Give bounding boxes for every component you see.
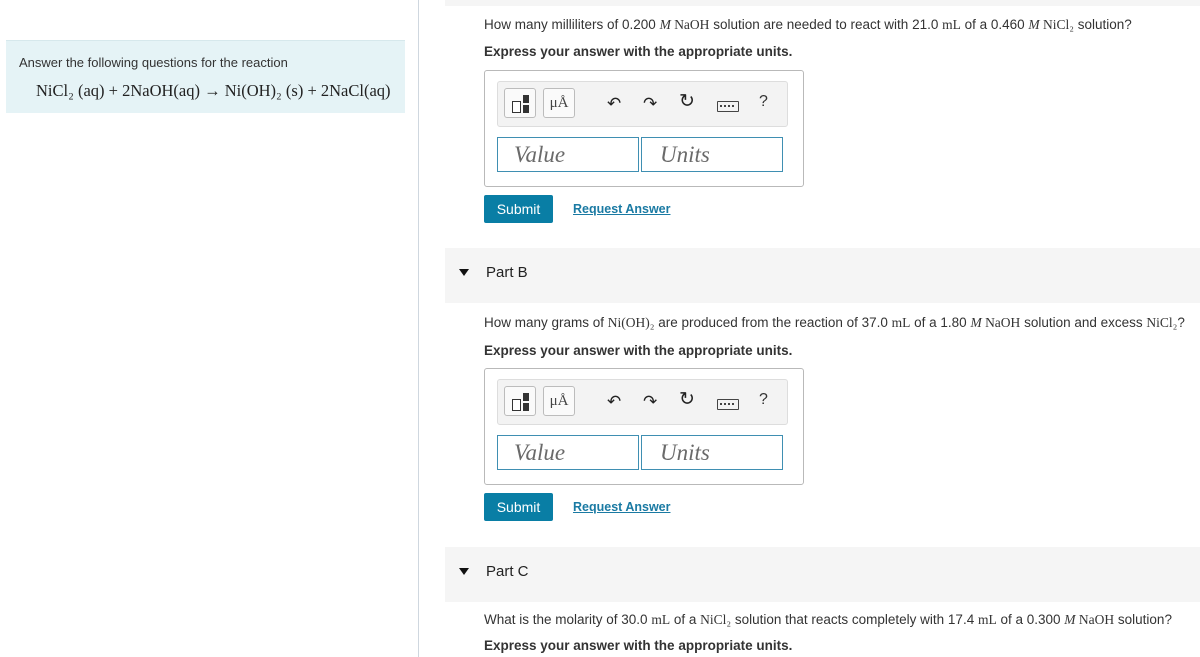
part-b-label: Part B <box>486 264 528 281</box>
part-b-header[interactable] <box>445 248 1200 303</box>
value-input[interactable]: Value <box>497 435 639 470</box>
intro-panel <box>6 40 405 113</box>
part-b-answer-box <box>484 368 804 485</box>
help-icon[interactable]: ? <box>759 391 768 408</box>
keyboard-icon[interactable] <box>717 101 739 112</box>
template-icon-part <box>523 393 529 401</box>
part-b-question: How many grams of Ni(OH)₂ are produced from the reaction of 37.0 mL of a 1.80 M NaOH solution and excess NiCl₂? <box>484 315 1185 330</box>
part-a-toolbar <box>497 81 788 127</box>
help-icon[interactable]: ? <box>759 93 768 110</box>
part-b-toolbar <box>497 379 788 425</box>
part-c-question: What is the molarity of 30.0 mL of a NiCl₂ solution that reacts completely with 17.4 mL of a 0.300 M NaOH solution? <box>484 612 1172 627</box>
template-icon-part <box>523 105 529 113</box>
keyboard-icon[interactable] <box>717 399 739 410</box>
redo-icon[interactable]: ↷ <box>643 392 658 411</box>
reset-icon[interactable]: ↻ <box>679 91 695 112</box>
units-input[interactable]: Units <box>641 435 783 470</box>
templates-button[interactable] <box>504 88 536 118</box>
reaction-equation: NiCl₂ (aq) + 2NaOH(aq) → Ni(OH)₂ (s) + 2NaCl(aq) <box>36 81 391 100</box>
collapse-caret-icon[interactable] <box>459 269 469 276</box>
top-strip <box>445 0 1200 6</box>
templates-button[interactable] <box>504 386 536 416</box>
template-icon-part <box>523 95 529 103</box>
part-b-instructions: Express your answer with the appropriate units. <box>484 343 793 358</box>
reset-icon[interactable]: ↻ <box>679 389 695 410</box>
part-a-question: How many milliliters of 0.200 M NaOH solution are needed to react with 21.0 mL of a 0.460 M NiCl₂ solution? <box>484 17 1132 32</box>
value-input[interactable]: Value <box>497 137 639 172</box>
part-c-label: Part C <box>486 563 529 580</box>
part-c-header[interactable] <box>445 547 1200 602</box>
undo-icon[interactable]: ↶ <box>607 392 622 411</box>
units-button[interactable]: μÅ <box>543 88 575 118</box>
template-icon <box>512 399 521 411</box>
part-a-instructions: Express your answer with the appropriate units. <box>484 44 793 59</box>
part-b-submit-button[interactable]: Submit <box>484 493 553 521</box>
intro-text: Answer the following questions for the reaction <box>19 55 288 70</box>
undo-icon[interactable]: ↶ <box>607 94 622 113</box>
part-b-request-answer-link[interactable]: Request Answer <box>573 500 671 514</box>
redo-icon[interactable]: ↷ <box>643 94 658 113</box>
part-a-answer-box <box>484 70 804 187</box>
template-icon-part <box>523 403 529 411</box>
units-input[interactable]: Units <box>641 137 783 172</box>
part-a-request-answer-link[interactable]: Request Answer <box>573 202 671 216</box>
panel-divider <box>418 0 419 657</box>
template-icon <box>512 101 521 113</box>
part-a-submit-button[interactable]: Submit <box>484 195 553 223</box>
collapse-caret-icon[interactable] <box>459 568 469 575</box>
units-button[interactable]: μÅ <box>543 386 575 416</box>
part-c-instructions: Express your answer with the appropriate units. <box>484 638 793 653</box>
